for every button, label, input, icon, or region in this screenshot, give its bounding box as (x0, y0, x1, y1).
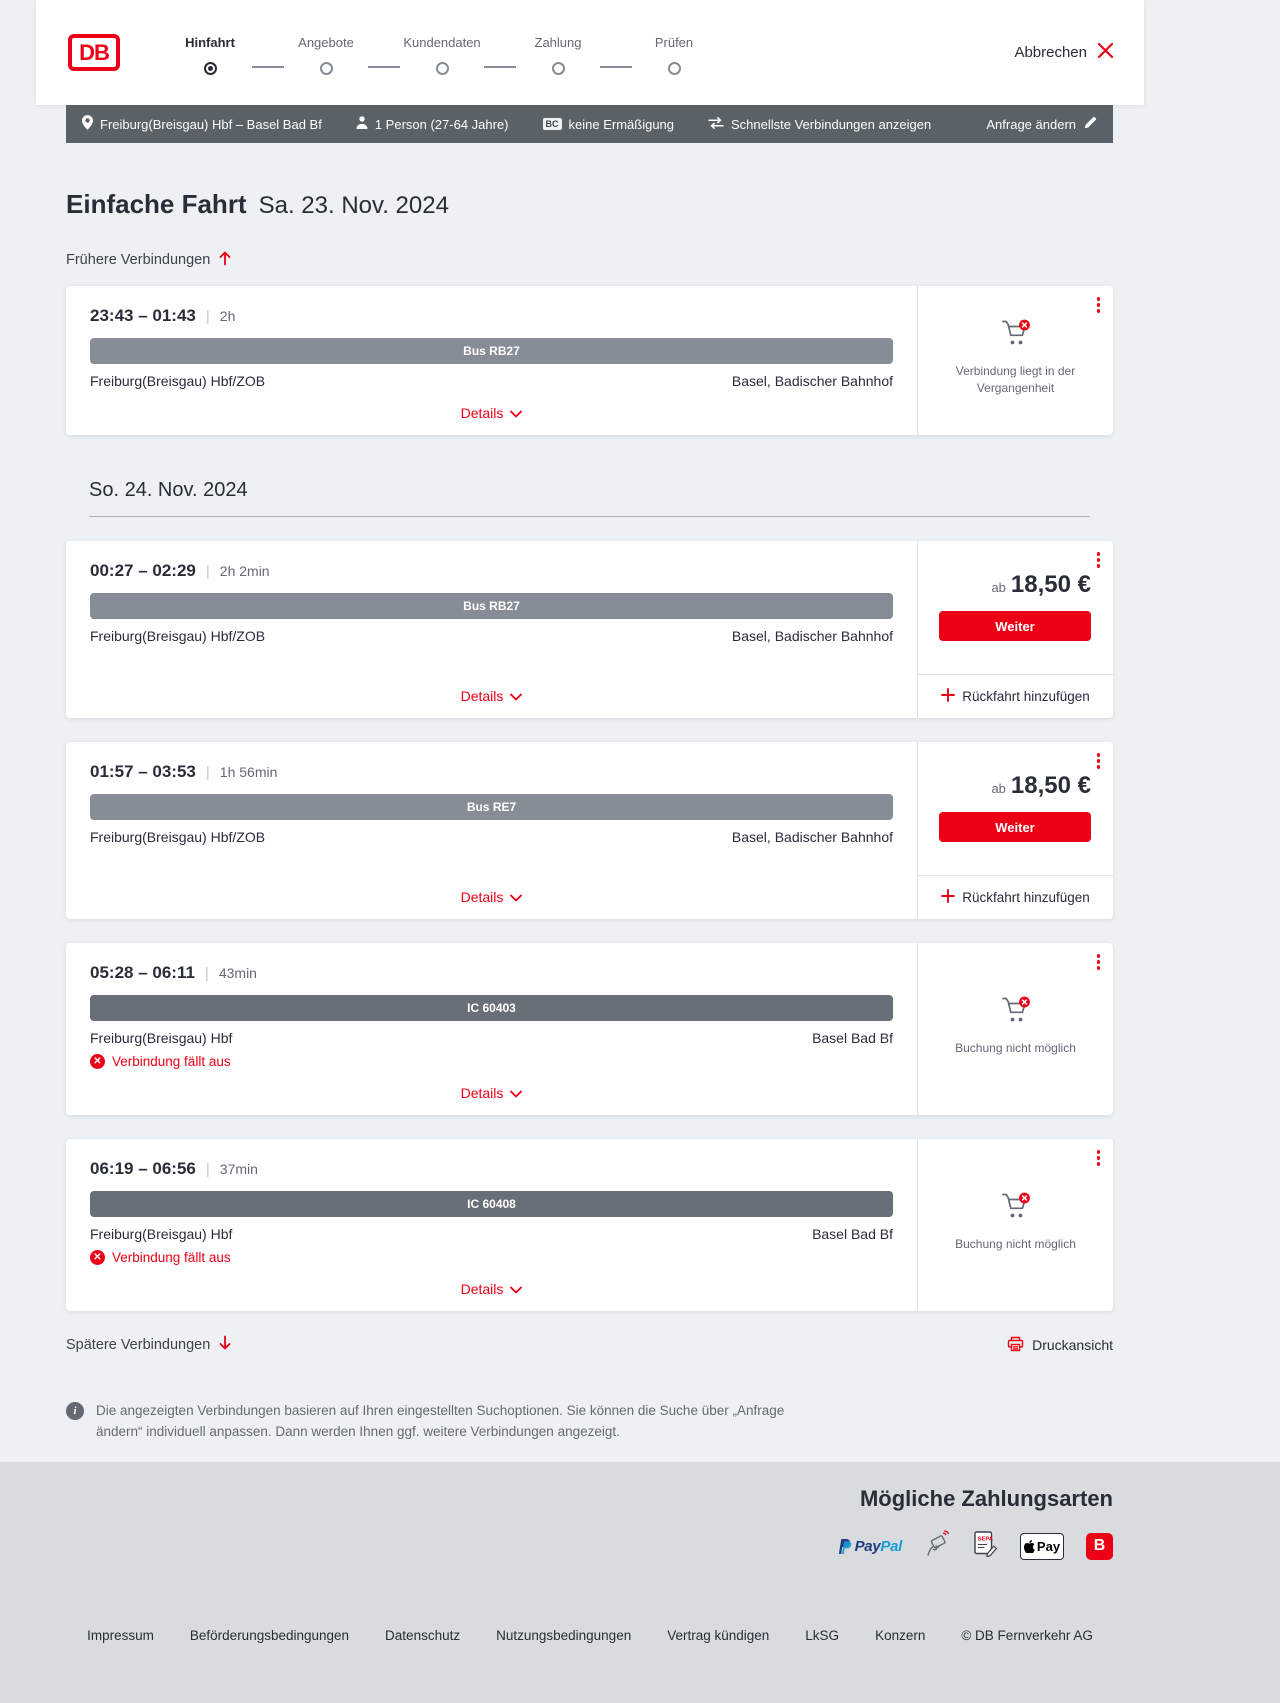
pencil-icon (1084, 116, 1097, 132)
connection-duration: 37min (219, 1161, 258, 1177)
person-icon (356, 116, 368, 132)
sepa-direct-debit-icon (973, 1530, 998, 1562)
footer-link-vertrag-kuendigen[interactable]: Vertrag kündigen (667, 1628, 770, 1643)
train-label: Bus RB27 (463, 344, 520, 358)
time-row (90, 963, 893, 983)
footer-link-nutzungsbedingungen[interactable]: Nutzungsbedingungen (496, 1628, 632, 1643)
connection-duration: 1h 56min (219, 764, 278, 780)
later-row (66, 1335, 1113, 1355)
cancelled-text: Verbindung fällt aus (112, 1054, 231, 1069)
train-segment-bar (90, 593, 893, 619)
step-connector (484, 66, 516, 68)
bahncard-icon: BC (543, 118, 562, 131)
step-kundendaten[interactable] (400, 35, 484, 75)
connection-card (66, 943, 1113, 1115)
connection-card (66, 1139, 1113, 1311)
fastest-connections-icon (708, 117, 724, 132)
info-icon: i (66, 1402, 84, 1420)
pay-by-hand-card-icon (924, 1530, 951, 1562)
arrival-station: Basel, Badischer Bahnhof (731, 829, 893, 845)
chevron-down-icon (510, 1085, 522, 1101)
paypal-icon: PayPal (837, 1538, 902, 1555)
connection-times: 01:57 – 03:53 (90, 762, 196, 781)
train-label: Bus RB27 (463, 599, 520, 613)
arrival-station: Basel, Badischer Bahnhof (731, 373, 893, 389)
arrival-station: Basel, Badischer Bahnhof (731, 628, 893, 644)
time-row (90, 561, 893, 581)
details-toggle[interactable] (90, 889, 893, 905)
earlier-connections-link[interactable] (66, 250, 232, 270)
step-zahlung[interactable] (516, 35, 600, 75)
earlier-connections-label: Frühere Verbindungen (66, 252, 211, 268)
separator: | (205, 563, 210, 580)
later-connections-label: Spätere Verbindungen (66, 1337, 211, 1353)
edit-request-label: Anfrage ändern (986, 116, 1076, 132)
discount-text: keine Ermäßigung (568, 116, 675, 132)
details-label: Details (460, 688, 504, 704)
time-row (90, 306, 893, 326)
departure-station: Freiburg(Breisgau) Hbf/ZOB (90, 829, 266, 845)
connection-duration: 2h 2min (219, 563, 270, 579)
price-block (918, 541, 1113, 641)
connection-times: 00:27 – 02:29 (90, 561, 196, 580)
arrival-station: Basel Bad Bf (812, 1030, 893, 1046)
cancelled-icon: ✕ (90, 1054, 105, 1069)
details-toggle[interactable] (90, 688, 893, 704)
step-label: Hinfahrt (185, 34, 235, 50)
more-options-button[interactable] (1095, 550, 1103, 570)
time-row (90, 762, 893, 782)
cancelled-status (90, 1250, 893, 1265)
step-label: Prüfen (654, 34, 694, 50)
price-line (991, 571, 1091, 599)
footer-link-impressum[interactable]: Impressum (87, 1628, 154, 1643)
details-toggle[interactable] (90, 1281, 893, 1297)
fastest-connections-summary (708, 117, 931, 132)
connection-side-panel (917, 943, 1113, 1115)
info-note-text: Die angezeigten Verbindungen basieren auf Ihren eingestellten Suchoptionen. Sie können die Suche über „Anfrage ändern“ individuell anpassen. Dann werden Ihnen ggf. weitere Verbindungen angezeigt. (96, 1403, 785, 1439)
price-prefix: ab (991, 580, 1006, 595)
apple-pay-icon: Pay (1020, 1533, 1064, 1560)
separator: | (205, 764, 210, 781)
stations-row (90, 373, 893, 389)
step-label: Zahlung (534, 34, 582, 50)
page-footer (0, 1462, 1280, 1703)
connection-main (66, 742, 917, 919)
separator: | (205, 308, 210, 325)
step-connector (252, 66, 284, 68)
booking-stepper (168, 35, 716, 75)
location-pin-icon (82, 115, 93, 133)
stations-row (90, 628, 893, 644)
price-line (991, 772, 1091, 800)
step-connector (600, 66, 632, 68)
page-title-row (66, 189, 1113, 220)
svg-text:SEPA: SEPA (977, 1536, 993, 1543)
plus-icon (941, 889, 955, 906)
connection-main (66, 286, 917, 435)
route-text: Freiburg(Breisgau) Hbf – Basel Bad Bf (100, 116, 322, 132)
connection-card (66, 541, 1113, 718)
db-payment-badge-icon: B (1086, 1533, 1113, 1560)
fastest-connections-text: Schnellste Verbindungen anzeigen (731, 116, 932, 132)
continue-button[interactable]: Weiter (939, 812, 1091, 842)
step-label: Angebote (298, 34, 354, 50)
add-return-button[interactable] (918, 674, 1113, 718)
footer-link-konzern[interactable]: Konzern (875, 1628, 926, 1643)
arrival-station: Basel Bad Bf (812, 1226, 893, 1242)
details-label: Details (460, 889, 504, 905)
train-label: Bus RE7 (466, 800, 517, 814)
print-view-label: Druckansicht (1032, 1337, 1113, 1353)
day-heading: So. 24. Nov. 2024 (89, 479, 1090, 517)
connection-side-panel (917, 286, 1113, 435)
train-segment-bar (90, 995, 893, 1021)
step-label: Kundendaten (403, 34, 481, 50)
discount-summary (543, 117, 675, 132)
more-options-button[interactable] (1095, 295, 1103, 315)
arrow-up-icon (218, 250, 232, 270)
edit-request-button[interactable] (986, 116, 1097, 132)
cancelled-icon: ✕ (90, 1250, 105, 1265)
connection-side-panel (917, 742, 1113, 919)
db-logo: DB (68, 34, 120, 71)
cart-unavailable-icon (1000, 318, 1032, 353)
connection-card (66, 742, 1113, 919)
route-summary (82, 115, 322, 133)
step-dot-active (204, 62, 217, 75)
step-dot (552, 62, 565, 75)
train-segment-bar (90, 1191, 893, 1217)
details-label: Details (460, 1085, 504, 1101)
connection-times: 23:43 – 01:43 (90, 306, 196, 325)
stations-row (90, 1226, 893, 1242)
cart-unavailable-icon (1000, 995, 1032, 1030)
unavailable-note-text: Buchung nicht möglich (955, 1040, 1076, 1055)
chevron-down-icon (510, 688, 522, 704)
page-title: Einfache Fahrt (66, 189, 247, 219)
price-block (918, 742, 1113, 842)
more-options-button[interactable] (1095, 1148, 1103, 1168)
payment-methods-title: Mögliche Zahlungsarten (859, 1486, 1113, 1511)
train-segment-bar (90, 794, 893, 820)
past-connection-note (918, 286, 1113, 435)
departure-station: Freiburg(Breisgau) Hbf/ZOB (90, 373, 266, 389)
train-label: IC 60403 (467, 1001, 516, 1015)
step-pruefen[interactable] (632, 35, 716, 75)
separator: | (205, 1161, 210, 1178)
connection-side-panel (917, 1139, 1113, 1311)
step-dot (436, 62, 449, 75)
cancel-label: Abbrechen (1014, 44, 1087, 61)
step-connector (368, 66, 400, 68)
cancel-button[interactable] (1014, 42, 1114, 63)
payment-methods (0, 1486, 1280, 1562)
departure-station: Freiburg(Breisgau) Hbf (90, 1030, 233, 1046)
printer-icon (1007, 1336, 1024, 1355)
app-header (36, 0, 1144, 105)
connection-card (66, 286, 1113, 435)
print-view-button[interactable] (1007, 1336, 1113, 1355)
info-note (66, 1401, 1113, 1443)
train-segment-bar (90, 338, 893, 364)
separator: | (204, 965, 209, 982)
train-label: IC 60408 (467, 1197, 516, 1211)
price-value: 18,50 € (1010, 571, 1091, 598)
past-note-text: Verbindung liegt in der Vergangenheit (955, 363, 1076, 395)
passenger-summary (356, 116, 509, 132)
add-return-label: Rückfahrt hinzufügen (962, 890, 1090, 905)
connection-times: 05:28 – 06:11 (90, 963, 195, 982)
later-connections-link[interactable] (66, 1335, 232, 1355)
details-label: Details (460, 405, 504, 421)
footer-links (0, 1628, 1180, 1643)
step-dot (320, 62, 333, 75)
departure-station: Freiburg(Breisgau) Hbf (90, 1226, 233, 1242)
details-toggle[interactable] (90, 1085, 893, 1101)
price-prefix: ab (991, 781, 1006, 796)
add-return-button[interactable] (918, 875, 1113, 919)
continue-button[interactable]: Weiter (939, 611, 1091, 641)
connection-duration: 43min (218, 965, 257, 981)
payment-icons-row (837, 1530, 1113, 1562)
departure-station: Freiburg(Breisgau) Hbf/ZOB (90, 628, 266, 644)
search-summary-bar (66, 105, 1113, 143)
price-value: 18,50 € (1010, 772, 1091, 799)
details-label: Details (460, 1281, 504, 1297)
booking-unavailable-note (918, 1139, 1113, 1311)
stations-row (90, 1030, 893, 1046)
close-icon (1097, 42, 1114, 63)
connection-times: 06:19 – 06:56 (90, 1159, 196, 1178)
results-content (66, 189, 1113, 1443)
chevron-down-icon (510, 1281, 522, 1297)
more-options-button[interactable] (1095, 751, 1103, 771)
time-row (90, 1159, 893, 1179)
connection-side-panel (917, 541, 1113, 718)
cancelled-text: Verbindung fällt aus (112, 1250, 231, 1265)
stations-row (90, 829, 893, 845)
more-options-button[interactable] (1095, 952, 1103, 972)
cart-unavailable-icon (1000, 1191, 1032, 1226)
footer-link-datenschutz[interactable]: Datenschutz (385, 1628, 461, 1643)
cancelled-status (90, 1054, 893, 1069)
step-dot (668, 62, 681, 75)
connection-main (66, 1139, 917, 1311)
journey-date: Sa. 23. Nov. 2024 (258, 192, 449, 219)
footer-copyright: © DB Fernverkehr AG (961, 1628, 1093, 1643)
connection-duration: 2h (219, 308, 236, 324)
connection-main (66, 541, 917, 718)
details-toggle[interactable] (90, 405, 893, 421)
footer-link-befoerderungsbedingungen[interactable]: Beförderungsbedingungen (189, 1628, 350, 1643)
footer-link-lksg[interactable]: LkSG (805, 1628, 840, 1643)
arrow-down-icon (218, 1335, 232, 1355)
booking-unavailable-note (918, 943, 1113, 1115)
add-return-label: Rückfahrt hinzufügen (962, 689, 1090, 704)
connection-main (66, 943, 917, 1115)
unavailable-note-text: Buchung nicht möglich (955, 1236, 1076, 1251)
chevron-down-icon (510, 405, 522, 421)
step-angebote[interactable] (284, 35, 368, 75)
plus-icon (941, 688, 955, 705)
chevron-down-icon (510, 889, 522, 905)
passenger-text: 1 Person (27-64 Jahre) (374, 116, 509, 132)
step-hinfahrt[interactable] (168, 35, 252, 75)
